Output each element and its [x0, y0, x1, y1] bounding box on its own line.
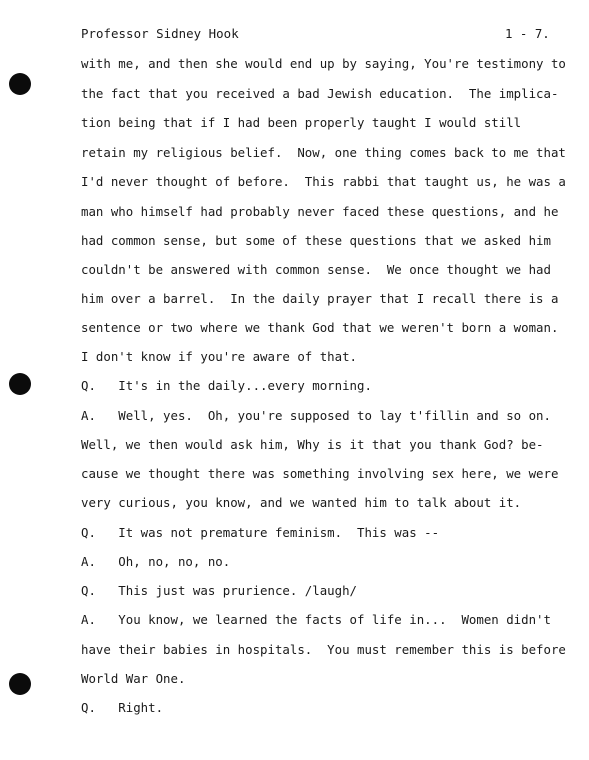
punch-hole-bottom: [9, 673, 31, 695]
qa-line: Q. It's in the daily...every morning.: [81, 378, 372, 393]
text-line: I don't know if you're aware of that.: [81, 349, 358, 364]
qa-line: A. Well, yes. Oh, you're supposed to lay t'fillin and so on.: [81, 408, 551, 423]
text-line: the fact that you received a bad Jewish education. The implica-: [81, 86, 559, 101]
text-line: very curious, you know, and we wanted him to talk about it.: [81, 495, 522, 510]
text-line: cause we thought there was something involving sex here, we were: [81, 466, 559, 481]
text-line: had common sense, but some of these questions that we asked him: [81, 233, 551, 248]
text-line: retain my religious belief. Now, one thing comes back to me that: [81, 145, 566, 160]
text-line: World War One.: [81, 671, 186, 686]
page-header-title: Professor Sidney Hook: [81, 26, 239, 41]
text-line: have their babies in hospitals. You must remember this is before: [81, 642, 566, 657]
qa-line: A. You know, we learned the facts of life in... Women didn't: [81, 612, 551, 627]
punch-hole-top: [9, 73, 31, 95]
punch-hole-middle: [9, 373, 31, 395]
text-line: with me, and then she would end up by saying, You're testimony to: [81, 56, 566, 71]
qa-line: Q. It was not premature feminism. This was --: [81, 525, 440, 540]
text-line: I'd never thought of before. This rabbi that taught us, he was a: [81, 174, 566, 189]
text-line: sentence or two where we thank God that we weren't born a woman.: [81, 320, 559, 335]
qa-line: Q. This just was prurience. /laugh/: [81, 583, 358, 598]
page-number: 1 - 7.: [505, 26, 550, 41]
qa-line: Q. Right.: [81, 700, 164, 715]
text-line: couldn't be answered with common sense. We once thought we had: [81, 262, 551, 277]
qa-line: A. Oh, no, no, no.: [81, 554, 231, 569]
text-line: tion being that if I had been properly taught I would still: [81, 115, 522, 130]
text-line: man who himself had probably never faced these questions, and he: [81, 204, 559, 219]
text-line: Well, we then would ask him, Why is it that you thank God? be-: [81, 437, 544, 452]
text-line: him over a barrel. In the daily prayer that I recall there is a: [81, 291, 559, 306]
